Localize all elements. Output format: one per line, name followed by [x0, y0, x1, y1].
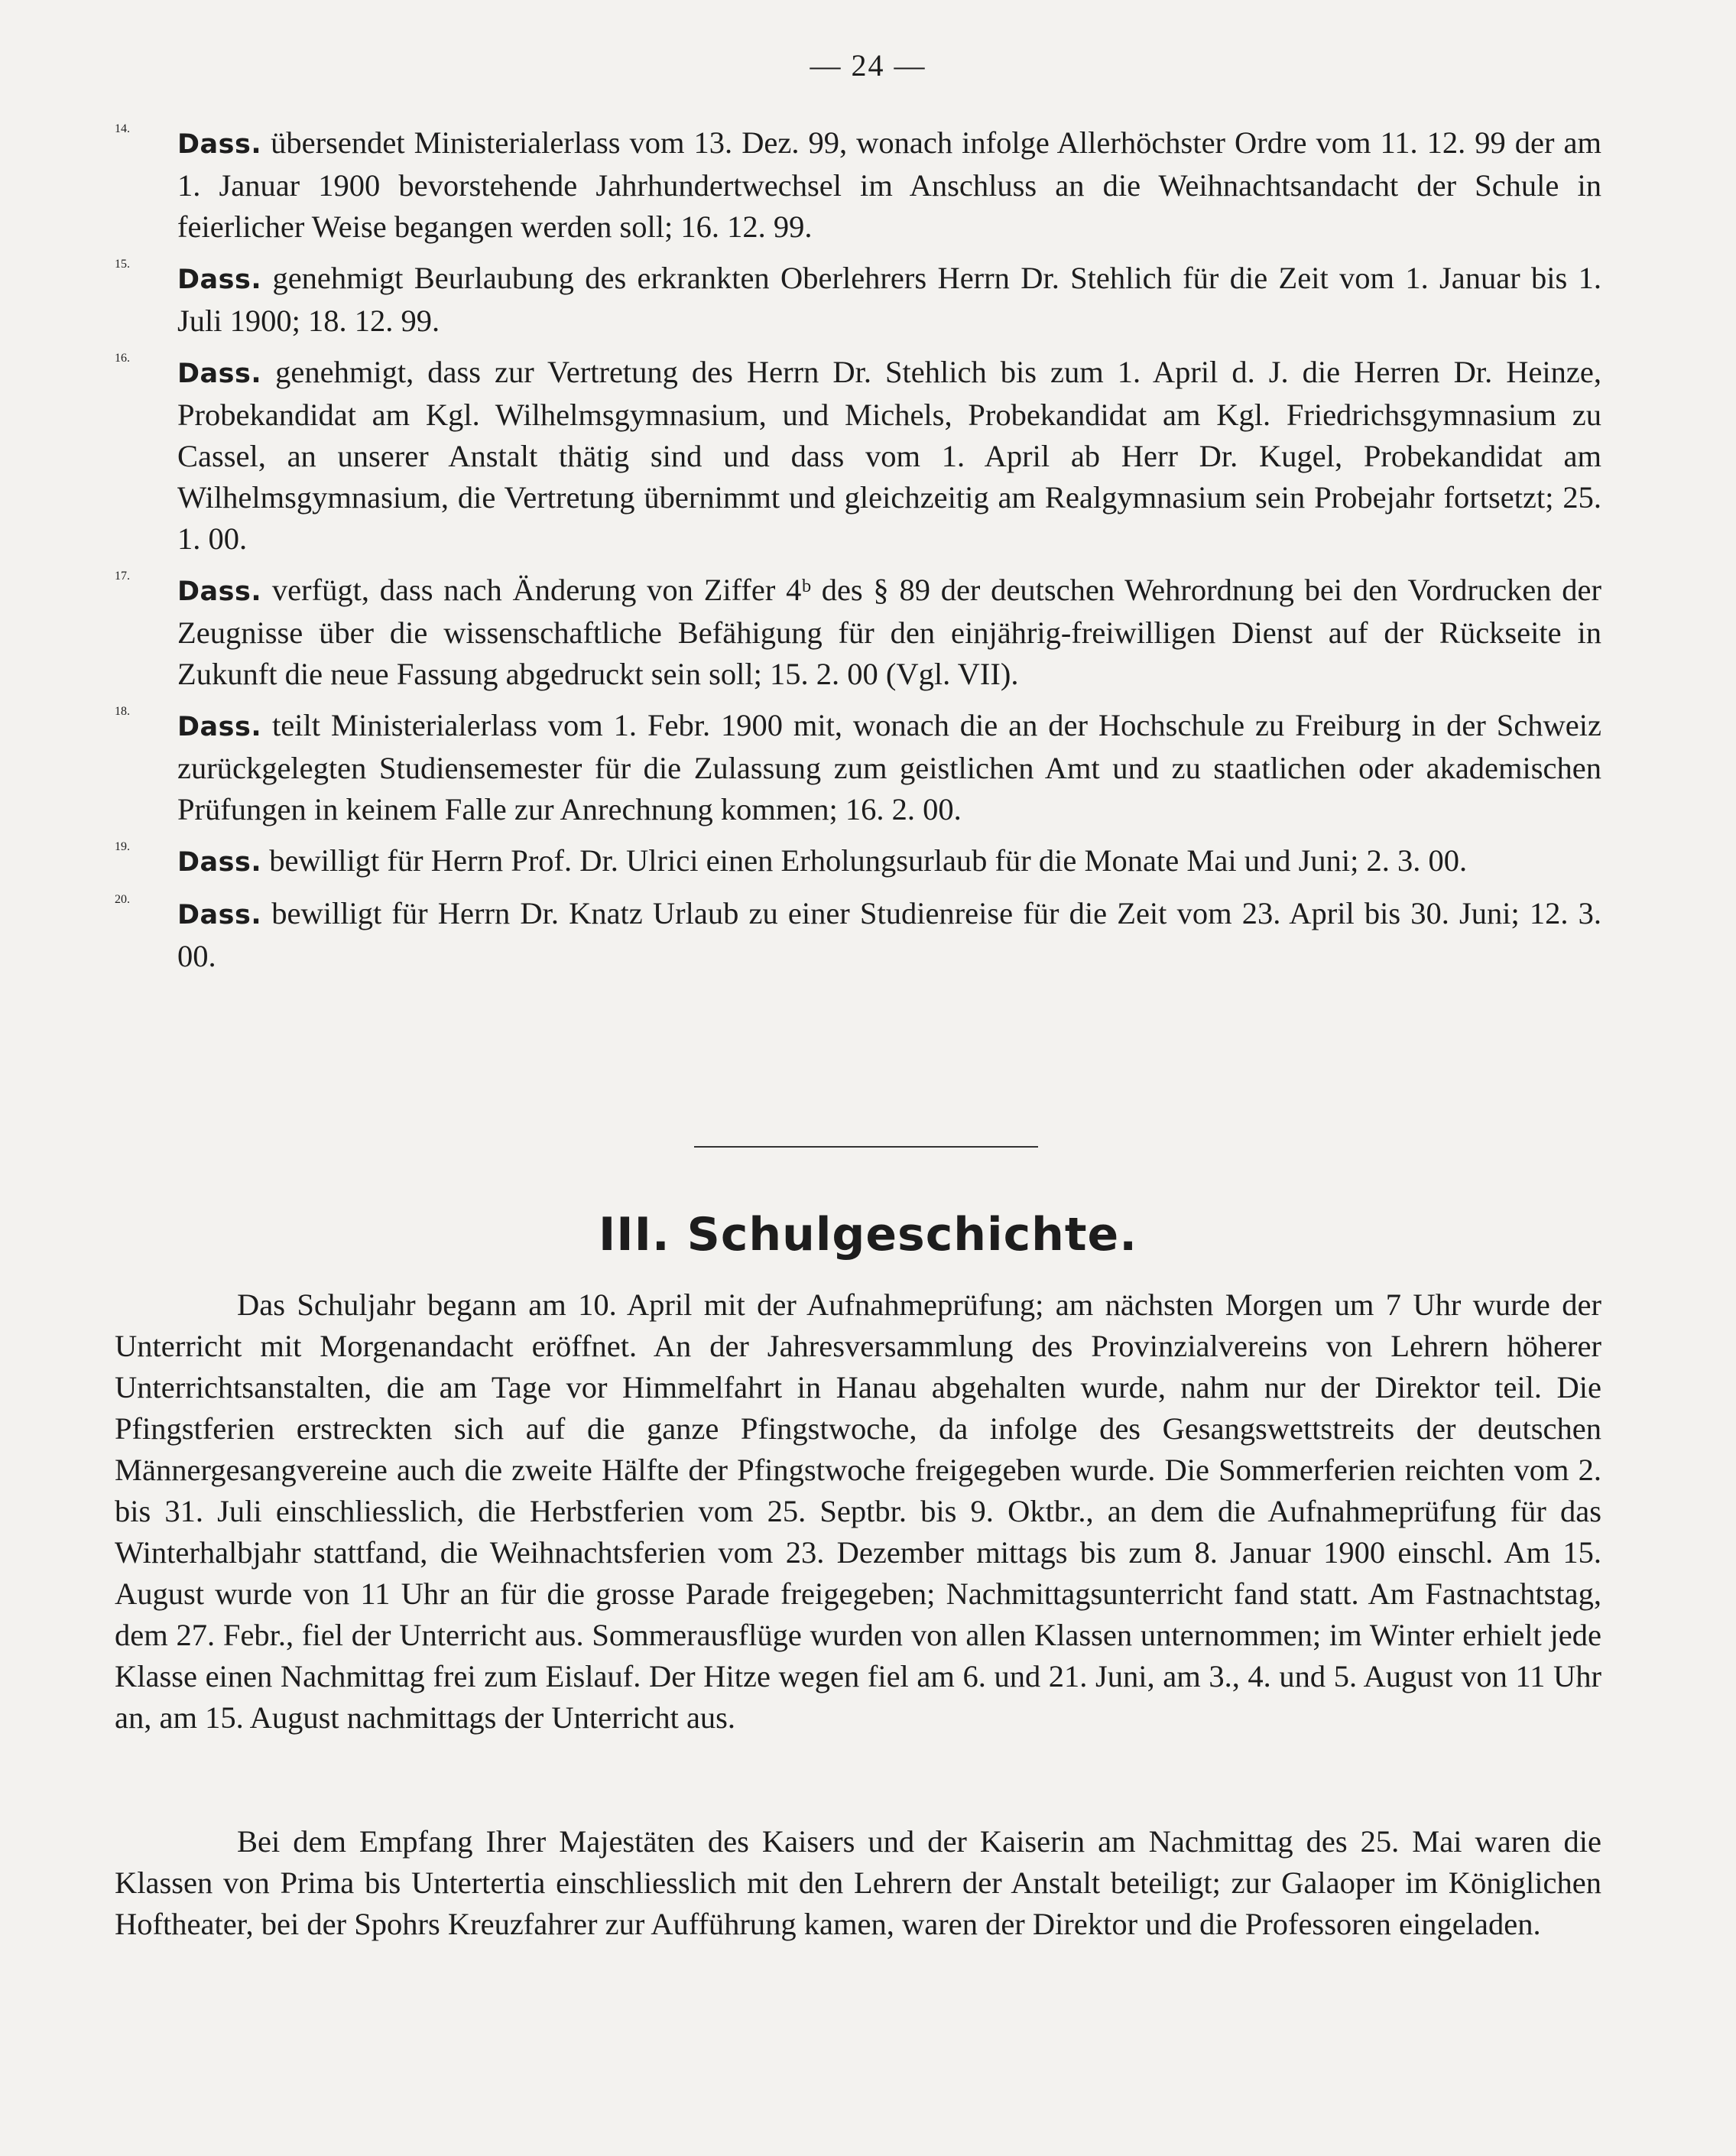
page-number: — 24 — [810, 48, 926, 83]
item-lead: Dass. [177, 265, 262, 295]
decree-list [115, 122, 1601, 987]
list-item [115, 705, 1601, 830]
item-text: verfügt, dass nach Änderung von Ziffer 4ᵇ des § 89 der deutschen Wehrordnung bei den Vordrucken der Zeugnisse über die wissenschaftliche Befähigung für den einjährig-freiwilligen Dienst auf der Rückseite in Zukunft die neue Fassung abgedruckt sein soll; 15. 2. 00 (Vgl. VII). [177, 573, 1602, 691]
section-divider [694, 1146, 1038, 1148]
paragraph [115, 1284, 1601, 1739]
item-number: 20. [115, 893, 130, 906]
item-body [177, 258, 1601, 342]
paragraph [115, 1821, 1601, 1945]
item-number: 16. [115, 352, 130, 365]
item-body [177, 705, 1601, 830]
item-text: genehmigt, dass zur Vertretung des Herrn Dr. Stehlich bis zum 1. April d. J. die Herren Dr. Heinze, Probekandidat am Kgl. Wilhelmsgymnasium, und Michels, Probekandidat am Kgl. Friedrichsgymnasium zu Cassel, an unserer Anstalt thätig sind und dass vom 1. April ab Herr Dr. Kugel, Probekandidat am Wilhelmsgymnasium, die Vertretung übernimmt und gleichzeitig am Realgymnasium sein Probejahr fortsetzt; 25. 1. 00. [177, 355, 1601, 556]
item-text: übersendet Ministerialerlass vom 13. Dez. 99, wonach infolge Allerhöchster Ordre vom 11. 12. 99 der am 1. Januar 1900 bevorstehende Jahrhundertwechsel im Anschluss an die Weihnachtsandacht der Schule in feierlicher Weise begangen werden soll; 16. 12. 99. [177, 125, 1601, 244]
item-lead: Dass. [177, 576, 262, 607]
item-number: 19. [115, 840, 130, 853]
item-lead: Dass. [177, 847, 262, 878]
list-item [115, 893, 1601, 977]
list-item [115, 122, 1601, 248]
list-item [115, 352, 1601, 560]
item-text: teilt Ministerialerlass vom 1. Febr. 1900 mit, wonach die an der Hochschule zu Freiburg in der Schweiz zurückgelegten Studiensemester für die Zulassung zum geistlichen Amt und zu staatlichen oder akademischen Prüfungen in keinem Falle zur Anrechnung kommen; 16. 2. 00. [177, 708, 1601, 826]
item-text: bewilligt für Herrn Prof. Dr. Ulrici einen Erholungsurlaub für die Monate Mai und Juni; 2. 3. 00. [269, 843, 1468, 878]
item-body [177, 570, 1601, 695]
item-lead: Dass. [177, 900, 262, 930]
item-lead: Dass. [177, 129, 262, 160]
item-number: 14. [115, 122, 130, 135]
item-text: genehmigt Beurlaubung des erkrankten Oberlehrers Herrn Dr. Stehlich für die Zeit vom 1. Januar bis 1. Juli 1900; 18. 12. 99. [177, 261, 1601, 338]
item-lead: Dass. [177, 359, 262, 389]
paragraph-text: Bei dem Empfang Ihrer Majestäten des Kaisers und der Kaiserin am Nachmittag des 25. Mai waren die Klassen von Prima bis Untertertia einschliesslich mit den Lehrern der Anstalt beteiligt; zur Galaoper im Königlichen Hoftheater, bei der Spohrs Kreuzfahrer zur Aufführung kamen, waren der Direktor und die Professoren eingeladen. [115, 1824, 1601, 1941]
item-body [177, 840, 1601, 883]
item-body [177, 893, 1601, 977]
item-body [177, 122, 1601, 248]
list-item [115, 258, 1601, 342]
item-number: 18. [115, 705, 130, 718]
item-number: 17. [115, 570, 130, 583]
section-heading: III. Schulgeschichte. [598, 1208, 1138, 1261]
item-body [177, 352, 1601, 560]
item-text: bewilligt für Herrn Dr. Knatz Urlaub zu einer Studienreise für die Zeit vom 23. April bis 30. Juni; 12. 3. 00. [177, 896, 1602, 973]
item-number: 15. [115, 258, 130, 271]
item-lead: Dass. [177, 712, 262, 742]
list-item [115, 840, 1601, 883]
list-item [115, 570, 1601, 695]
paragraph-text: Das Schuljahr begann am 10. April mit der Aufnahmeprüfung; am nächsten Morgen um 7 Uhr wurde der Unterricht mit Morgenandacht eröffnet. An der Jahresversammlung des Provinzialvereins von Lehrern höherer Unterrichtsanstalten, die am Tage vor Himmelfahrt in Hanau abgehalten wurde, nahm nur der Direktor teil. Die Pfingstferien erstreckten sich auf die ganze Pfingstwoche, da infolge des Gesangswettstreits der deutschen Männergesangvereine auch die zweite Hälfte der Pfingstwoche freigegeben wurde. Die Sommerferien reichten vom 2. bis 31. Juli einschliesslich, die Herbstferien vom 25. Septbr. bis 9. Oktbr., an dem die Aufnahmeprüfung für das Winterhalbjahr stattfand, die Weihnachtsferien vom 23. Dezember mittags bis zum 8. Januar 1900 einschl. Am 15. August wurde von 11 Uhr an für die grosse Parade freigegeben; Nachmittagsunterricht fand statt. Am Fastnachtstag, dem 27. Febr., fiel der Unterricht aus. Sommerausflüge wurden von allen Klassen unternommen; im Winter erhielt jede Klasse einen Nachmittag frei zum Eislauf. Der Hitze wegen fiel am 6. und 21. Juni, am 3., 4. und 5. August von 11 Uhr an, am 15. August nachmittags der Unterricht aus. [115, 1287, 1601, 1735]
